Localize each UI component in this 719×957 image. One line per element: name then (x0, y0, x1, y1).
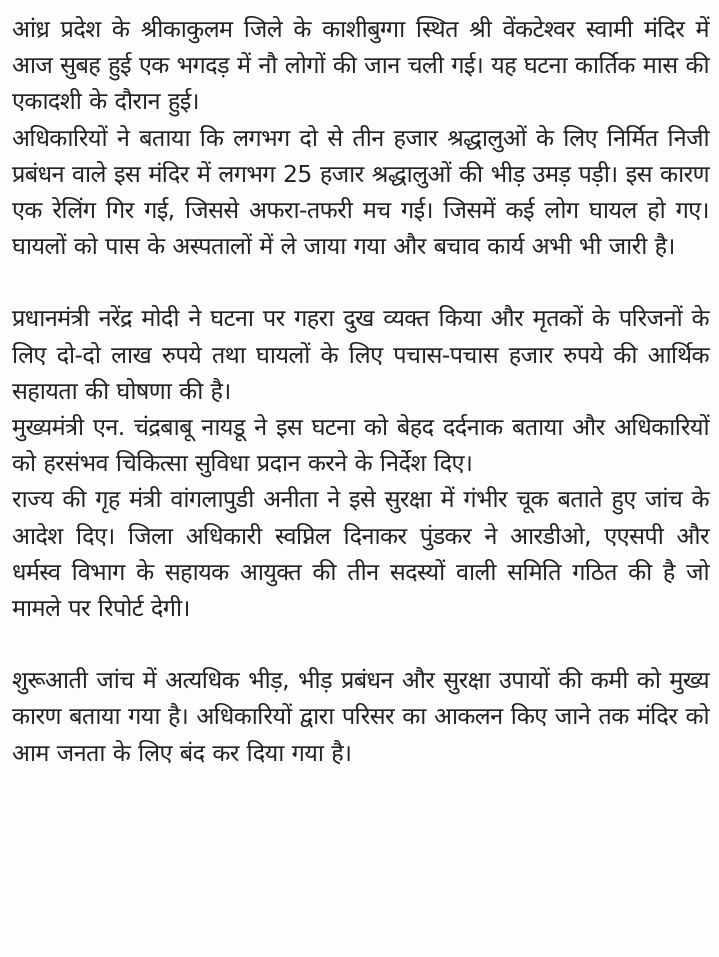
paragraph-inquiry-committee: राज्य की गृह मंत्री वांगलापुडी अनीता ने इसे सुरक्षा में गंभीर चूक बताते हुए जांच के आदेश दिए। जिला अधिकारी स्वप्निल दिनाकर पुंडकर ने आरडीओ, एएसपी और धर्मस्व विभाग के सहायक आयुक्त की तीन सदस्यों वाली समिति गठित की है जो मामले पर रिपोर्ट देगी। (12, 485, 709, 623)
paragraph-cm-statement: मुख्यमंत्री एन. चंद्रबाबू नायडू ने इस घटना को बेहद दर्दनाक बताया और अधिकारियों को हरसंभव चिकित्सा सुविधा प्रदान करने के निर्देश दिए। (12, 413, 709, 478)
paragraph-spacer (12, 264, 709, 300)
paragraph-preliminary-findings: शुरूआती जांच में अत्यधिक भीड़, भीड़ प्रबंधन और सुरक्षा उपायों की कमी को मुख्य कारण बताया गया है। अधिकारियों द्वारा परिसर का आकलन किए जाने तक मंदिर को आम जनता के लिए बंद कर दिया गया है। (12, 666, 709, 767)
news-article (12, 11, 709, 771)
paragraph-pm-condolence: प्रधानमंत्री नरेंद्र मोदी ने घटना पर गहरा दुख व्यक्त किया और मृतकों के परिजनों के लिए दो-दो लाख रुपये तथा घायलों के लिए पचास-पचास हजार रुपये की आर्थिक सहायता की घोषणा की है। (12, 304, 709, 405)
paragraph-stampede-event: आंध्र प्रदेश के श्रीकाकुलम जिले के काशीबुग्गा स्थित श्री वेंकटेश्वर स्वामी मंदिर में आज सुबह हुई एक भगदड़ में नौ लोगों की जान चली गई। यह घटना कार्तिक मास की एकादशी के दौरान हुई। (12, 15, 709, 116)
paragraph-spacer (12, 626, 709, 662)
paragraph-crowd-cause: अधिकारियों ने बताया कि लगभग दो से तीन हजार श्रद्धालुओं के लिए निर्मित निजी प्रबंधन वाले इस मंदिर में लगभग 25 हजार श्रद्धालुओं की भीड़ उमड़ पड़ी। इस कारण एक रेलिंग गिर गई, जिससे अफरा-तफरी मच गई। जिसमें कई लोग घायल हो गए। घायलों को पास के अस्पतालों में ले जाया गया और बचाव कार्य अभी भी जारी है। (12, 123, 709, 261)
